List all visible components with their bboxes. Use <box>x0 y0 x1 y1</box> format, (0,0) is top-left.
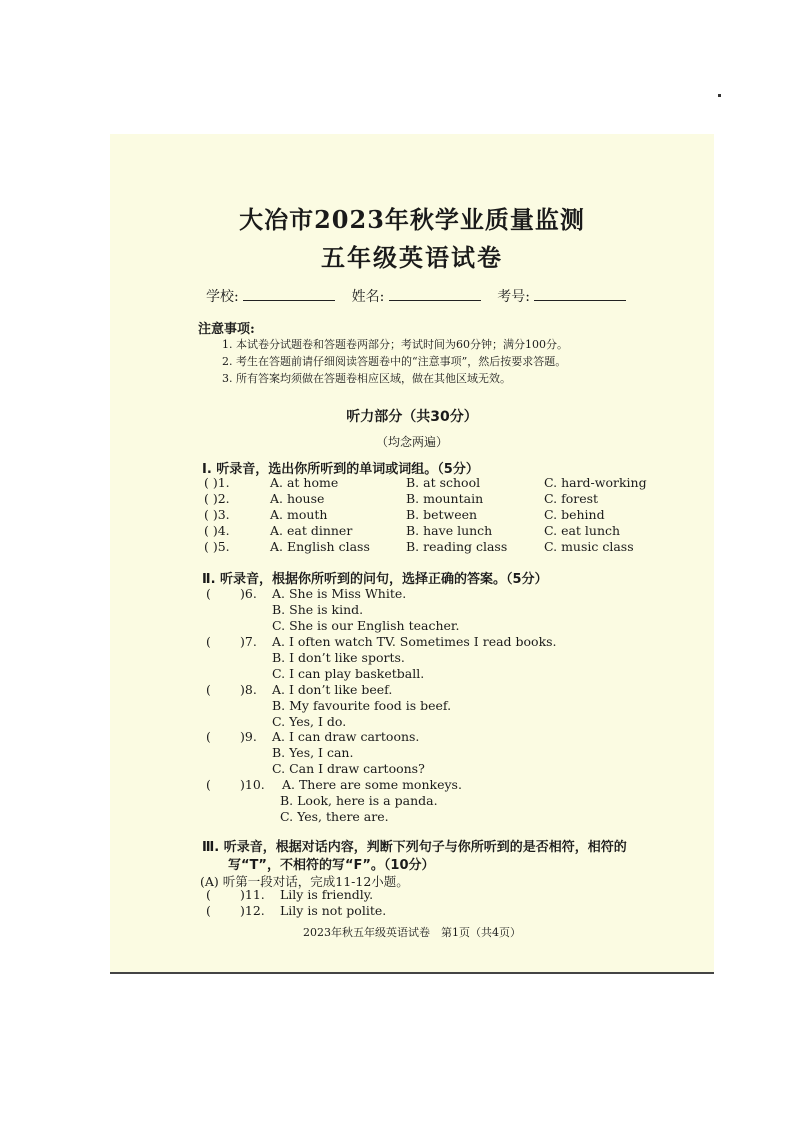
q8-option-c: C. Yes, I do. <box>272 714 347 729</box>
name-blank[interactable] <box>389 288 481 301</box>
scan-speck <box>718 94 721 97</box>
q11-text: Lily is friendly. <box>280 887 374 902</box>
q12-number: )12. <box>240 903 265 918</box>
q1-option-c: C. hard-working <box>544 475 647 490</box>
notice-item: 1. 本试卷分试题卷和答题卷两部分；考试时间为60分钟；满分100分。 <box>222 338 568 351</box>
q12-text: Lily is not polite. <box>280 903 387 918</box>
q4-option-a: A. eat dinner <box>270 523 353 538</box>
q9-answer-paren[interactable]: ( <box>206 729 211 744</box>
q9-option-b: B. Yes, I can. <box>272 745 354 760</box>
school-blank[interactable] <box>243 288 335 301</box>
q6-number: )6. <box>240 586 257 601</box>
page-footer: 2023年秋五年级英语试卷 第1页（共4页） <box>303 926 521 939</box>
q10-option-b: B. Look, here is a panda. <box>280 793 438 808</box>
listening-title: 听力部分（共30分） <box>346 409 478 425</box>
q3-option-b: B. between <box>406 507 478 522</box>
q7-option-a: A. I often watch TV. Sometimes I read books. <box>272 634 557 649</box>
q7-answer-paren[interactable]: ( <box>206 634 211 649</box>
q4-number: ( )4. <box>204 523 230 538</box>
q2-number: ( )2. <box>204 491 230 506</box>
q12-answer-paren[interactable]: ( <box>206 903 211 918</box>
q5-option-c: C. music class <box>544 539 634 554</box>
student-info <box>206 286 638 306</box>
q4-option-b: B. have lunch <box>406 523 493 538</box>
q6-option-b: B. She is kind. <box>272 602 364 617</box>
part3-heading-cont: 写“T”，不相符的写“F”。（10分） <box>228 858 435 873</box>
q8-number: )8. <box>240 682 257 697</box>
q5-option-a: A. English class <box>270 539 370 554</box>
q2-option-b: B. mountain <box>406 491 484 506</box>
q8-answer-paren[interactable]: ( <box>206 682 211 697</box>
exam-sheet <box>110 134 714 974</box>
q3-option-c: C. behind <box>544 507 605 522</box>
name-label: 姓名: <box>351 289 385 305</box>
q11-number: )11. <box>240 887 265 902</box>
q8-option-b: B. My favourite food is beef. <box>272 698 452 713</box>
q3-option-a: A. mouth <box>270 507 328 522</box>
q10-option-a: A. There are some monkeys. <box>282 777 462 792</box>
exam-title: 大冶市2023年秋学业质量监测 <box>239 205 585 234</box>
q9-option-a: A. I can draw cartoons. <box>272 729 420 744</box>
q7-option-b: B. I don’t like sports. <box>272 650 405 665</box>
q3-number: ( )3. <box>204 507 230 522</box>
exam-subtitle: 五年级英语试卷 <box>321 243 503 272</box>
q8-option-a: A. I don’t like beef. <box>272 682 393 697</box>
q10-option-c: C. Yes, there are. <box>280 809 389 824</box>
listening-note: （均念两遍） <box>375 435 448 449</box>
q6-option-c: C. She is our English teacher. <box>272 618 460 633</box>
q1-option-a: A. at home <box>270 475 339 490</box>
q5-number: ( )5. <box>204 539 230 554</box>
part1-heading: Ⅰ. 听录音，选出你所听到的单词或词组。（5分） <box>202 462 479 477</box>
q6-answer-paren[interactable]: ( <box>206 586 211 601</box>
part3-heading: Ⅲ. 听录音，根据对话内容，判断下列句子与你所听到的是否相符，相符的 <box>202 840 627 855</box>
part2-heading: Ⅱ. 听录音，根据你所听到的问句，选择正确的答案。（5分） <box>202 572 548 587</box>
q11-answer-paren[interactable]: ( <box>206 887 211 902</box>
exam-no-label: 考号: <box>497 289 530 305</box>
exam-no-blank[interactable] <box>534 288 626 301</box>
q9-option-c: C. Can I draw cartoons? <box>272 761 425 776</box>
q7-number: )7. <box>240 634 257 649</box>
notice-heading: 注意事项: <box>198 322 255 337</box>
q6-option-a: A. She is Miss White. <box>272 586 407 601</box>
q10-number: )10. <box>240 777 265 792</box>
q1-option-b: B. at school <box>406 475 481 490</box>
q10-answer-paren[interactable]: ( <box>206 777 211 792</box>
notice-item: 3. 所有答案均须做在答题卷相应区域，做在其他区域无效。 <box>222 372 511 385</box>
q2-option-c: C. forest <box>544 491 599 506</box>
q9-number: )9. <box>240 729 257 744</box>
q7-option-c: C. I can play basketball. <box>272 666 425 681</box>
q1-number: ( )1. <box>204 475 230 490</box>
school-label: 学校: <box>206 289 239 305</box>
q5-option-b: B. reading class <box>406 539 508 554</box>
q2-option-a: A. house <box>270 491 325 506</box>
notice-item: 2. 考生在答题前请仔细阅读答题卷中的“注意事项”，然后按要求答题。 <box>222 355 567 368</box>
part3-sub-a: (A) 听第一段对话，完成11-12小题。 <box>200 874 409 889</box>
q4-option-c: C. eat lunch <box>544 523 621 538</box>
